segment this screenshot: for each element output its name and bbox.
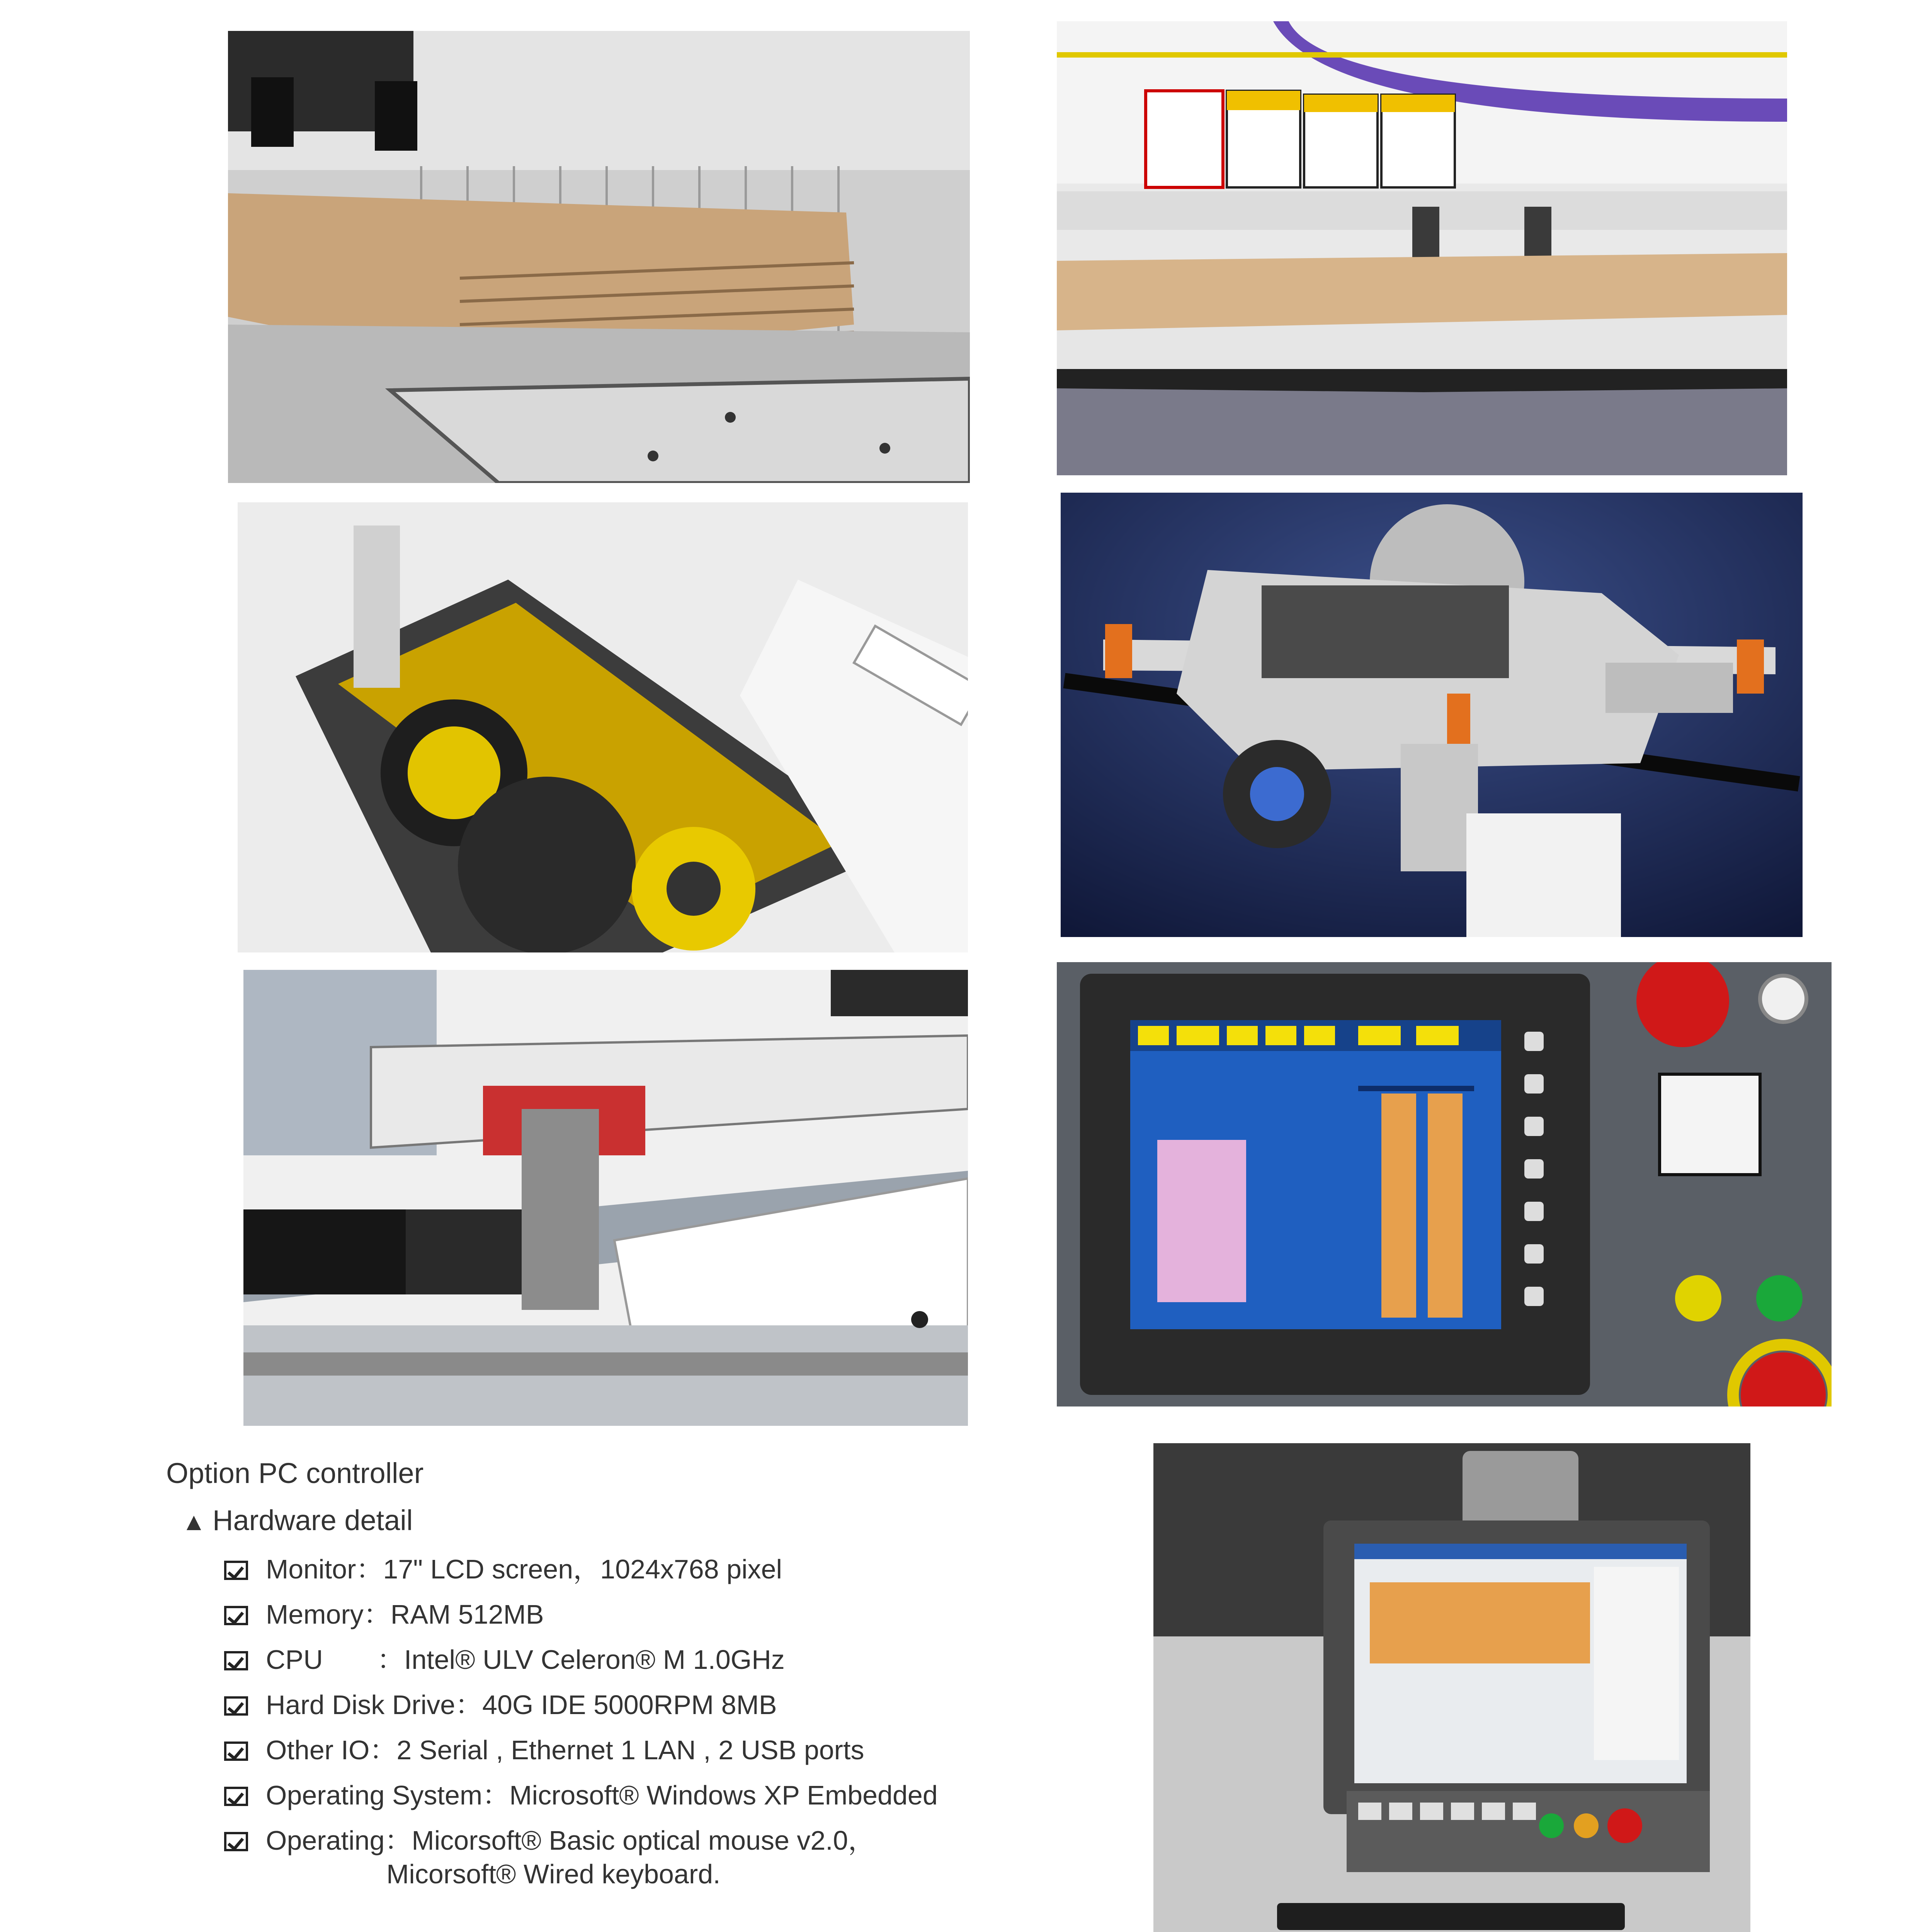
spec-item-text: Monitor：17" LCD screen，1024x768 pixel <box>266 1554 782 1584</box>
checkbox-checked-icon <box>224 1742 248 1761</box>
saw-blades-photo <box>238 502 968 952</box>
spec-item-text: CPU ：Intel® ULV Celeron® M 1.0GHz <box>266 1645 785 1675</box>
spec-item <box>224 1819 875 1858</box>
spec-item-text: Other IO：2 Serial , Ethernet 1 LAN , 2 USB ports <box>266 1735 864 1765</box>
checkbox-checked-icon <box>224 1606 248 1625</box>
checkbox-checked-icon <box>224 1651 248 1670</box>
spec-item-text: Memory：RAM 512MB <box>266 1599 544 1629</box>
rack-rail-photo <box>243 970 968 1426</box>
spec-item-text: Operating：Micorsoft® Basic optical mouse v2.0， <box>266 1825 875 1855</box>
spec-title: Option PC controller <box>166 1457 424 1489</box>
spec-item <box>224 1683 777 1722</box>
hardware-spec-section <box>166 1457 1055 1913</box>
spec-item <box>224 1638 785 1677</box>
pc-controller-photo <box>1153 1443 1750 1932</box>
spec-subtitle-row <box>182 1504 413 1537</box>
triangle-bullet-icon: ▲ <box>182 1508 206 1536</box>
checkbox-checked-icon <box>224 1561 248 1580</box>
spec-subtitle: Hardware detail <box>213 1504 413 1536</box>
spec-item <box>224 1548 782 1587</box>
spec-item-text: Operating System：Microsoft® Windows XP Embedded <box>266 1780 938 1810</box>
spec-item <box>224 1728 864 1767</box>
saw-unit-photo <box>1061 493 1803 937</box>
control-panel-photo <box>1057 962 1832 1406</box>
saw-carriage-photo <box>1057 21 1787 475</box>
spec-item <box>224 1593 544 1632</box>
spec-item-continuation: Micorsoft® Wired keyboard. <box>386 1859 721 1889</box>
board-stack-photo <box>228 31 970 483</box>
spec-item-text: Hard Disk Drive：40G IDE 5000RPM 8MB <box>266 1690 777 1720</box>
checkbox-checked-icon <box>224 1787 248 1806</box>
spec-item <box>224 1774 938 1813</box>
checkbox-checked-icon <box>224 1832 248 1851</box>
checkbox-checked-icon <box>224 1696 248 1716</box>
